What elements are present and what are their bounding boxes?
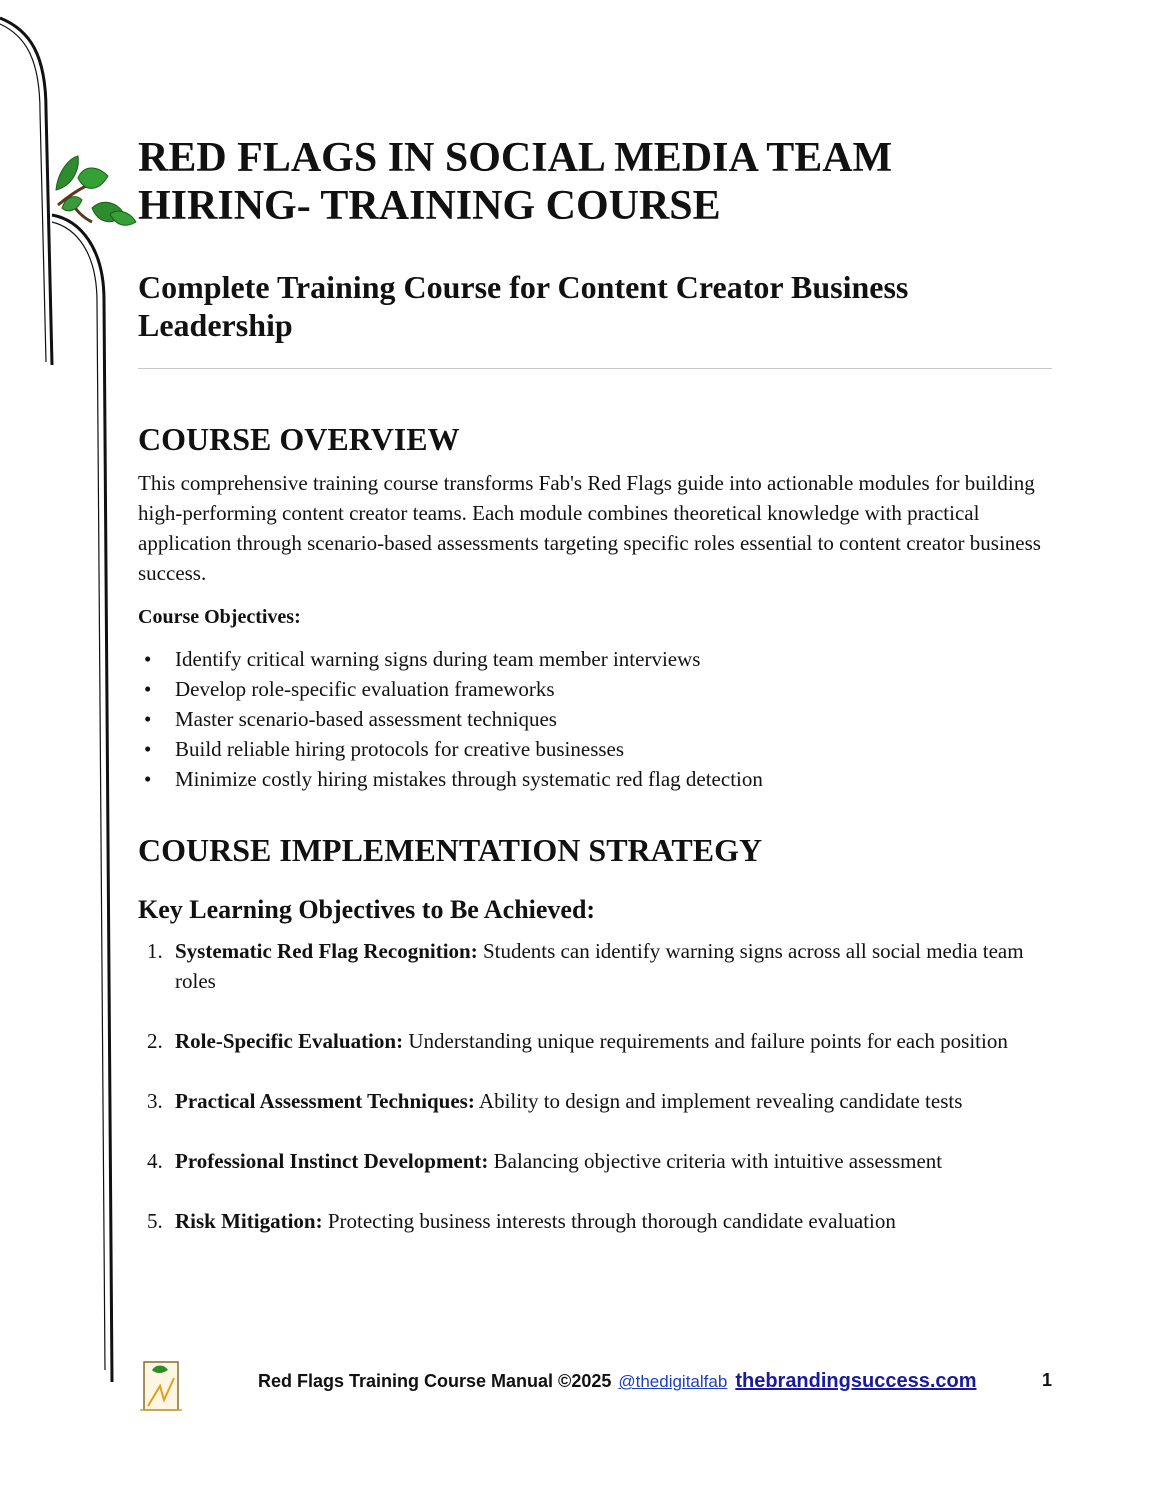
item-number: 4. (147, 1149, 163, 1173)
list-item: • Minimize costly hiring mistakes through systematic red flag detection (138, 764, 1052, 794)
item-label: Systematic Red Flag Recognition: (175, 939, 478, 963)
overview-heading: COURSE OVERVIEW (138, 421, 460, 457)
list-item (138, 936, 1052, 996)
implementation-heading: COURSE IMPLEMENTATION STRATEGY (138, 832, 763, 868)
overview-paragraph: This comprehensive training course transforms Fab's Red Flags guide into actionable modules for building high-performing content creator teams. Each module combines theoretical knowledge with practical application through scenario-based assessments targeting specific roles essential to content creator business success. (138, 471, 1041, 585)
title-line-2: HIRING- TRAINING COURSE (138, 183, 721, 229)
item-label: Practical Assessment Techniques: (175, 1089, 475, 1113)
title-line-1: RED FLAGS IN SOCIAL MEDIA TEAM (138, 135, 893, 181)
item-text: Ability to design and implement revealing candidate tests (474, 1089, 963, 1113)
footer-site-link[interactable]: thebrandingsuccess.com (735, 1370, 977, 1392)
page-number: 1 (1042, 1370, 1053, 1390)
page-subtitle (138, 268, 1052, 344)
subtitle-line-1: Complete Training Course for Content Creator Business (138, 269, 909, 305)
footer-handle-link[interactable]: @thedigitalfab (618, 1372, 728, 1391)
key-objectives-list (138, 936, 1052, 1236)
list-item: • Build reliable hiring protocols for creative businesses (138, 734, 1052, 764)
page-footer (0, 1366, 1159, 1406)
objectives-label: Course Objectives: (138, 606, 301, 628)
list-item (138, 1026, 1052, 1056)
divider (138, 368, 1052, 369)
key-objectives-heading: Key Learning Objectives to Be Achieved: (138, 895, 596, 924)
item-label: Role-Specific Evaluation: (175, 1029, 404, 1053)
page-title (138, 134, 1052, 230)
footer-manual: Red Flags Training Course Manual ©2025 (258, 1371, 617, 1391)
list-item: • Identify critical warning signs during team member interviews (138, 644, 1052, 674)
subtitle-line-2: Leadership (138, 307, 293, 343)
item-label: Risk Mitigation: (175, 1209, 323, 1233)
brand-logo-icon (138, 1356, 184, 1414)
item-text: Understanding unique requirements and failure points for each position (403, 1029, 1008, 1053)
item-number: 1. (147, 939, 163, 963)
item-number: 3. (147, 1089, 163, 1113)
leaf-icon (56, 156, 136, 225)
list-item: • Master scenario-based assessment techniques (138, 704, 1052, 734)
item-number: 2. (147, 1029, 163, 1053)
objectives-list (138, 644, 1052, 794)
item-text: Students can identify warning signs across all social media team roles (175, 939, 1024, 993)
list-item (138, 1146, 1052, 1176)
list-item (138, 1086, 1052, 1116)
list-item (138, 1206, 1052, 1236)
item-number: 5. (147, 1209, 163, 1233)
decorative-border-vine (0, 0, 140, 1390)
item-label: Professional Instinct Development: (175, 1149, 489, 1173)
page-content (138, 134, 1052, 1266)
item-text: Protecting business interests through thorough candidate evaluation (322, 1209, 896, 1233)
list-item: • Develop role-specific evaluation frameworks (138, 674, 1052, 704)
footer-text (258, 1370, 977, 1393)
item-text: Balancing objective criteria with intuitive assessment (488, 1149, 943, 1173)
